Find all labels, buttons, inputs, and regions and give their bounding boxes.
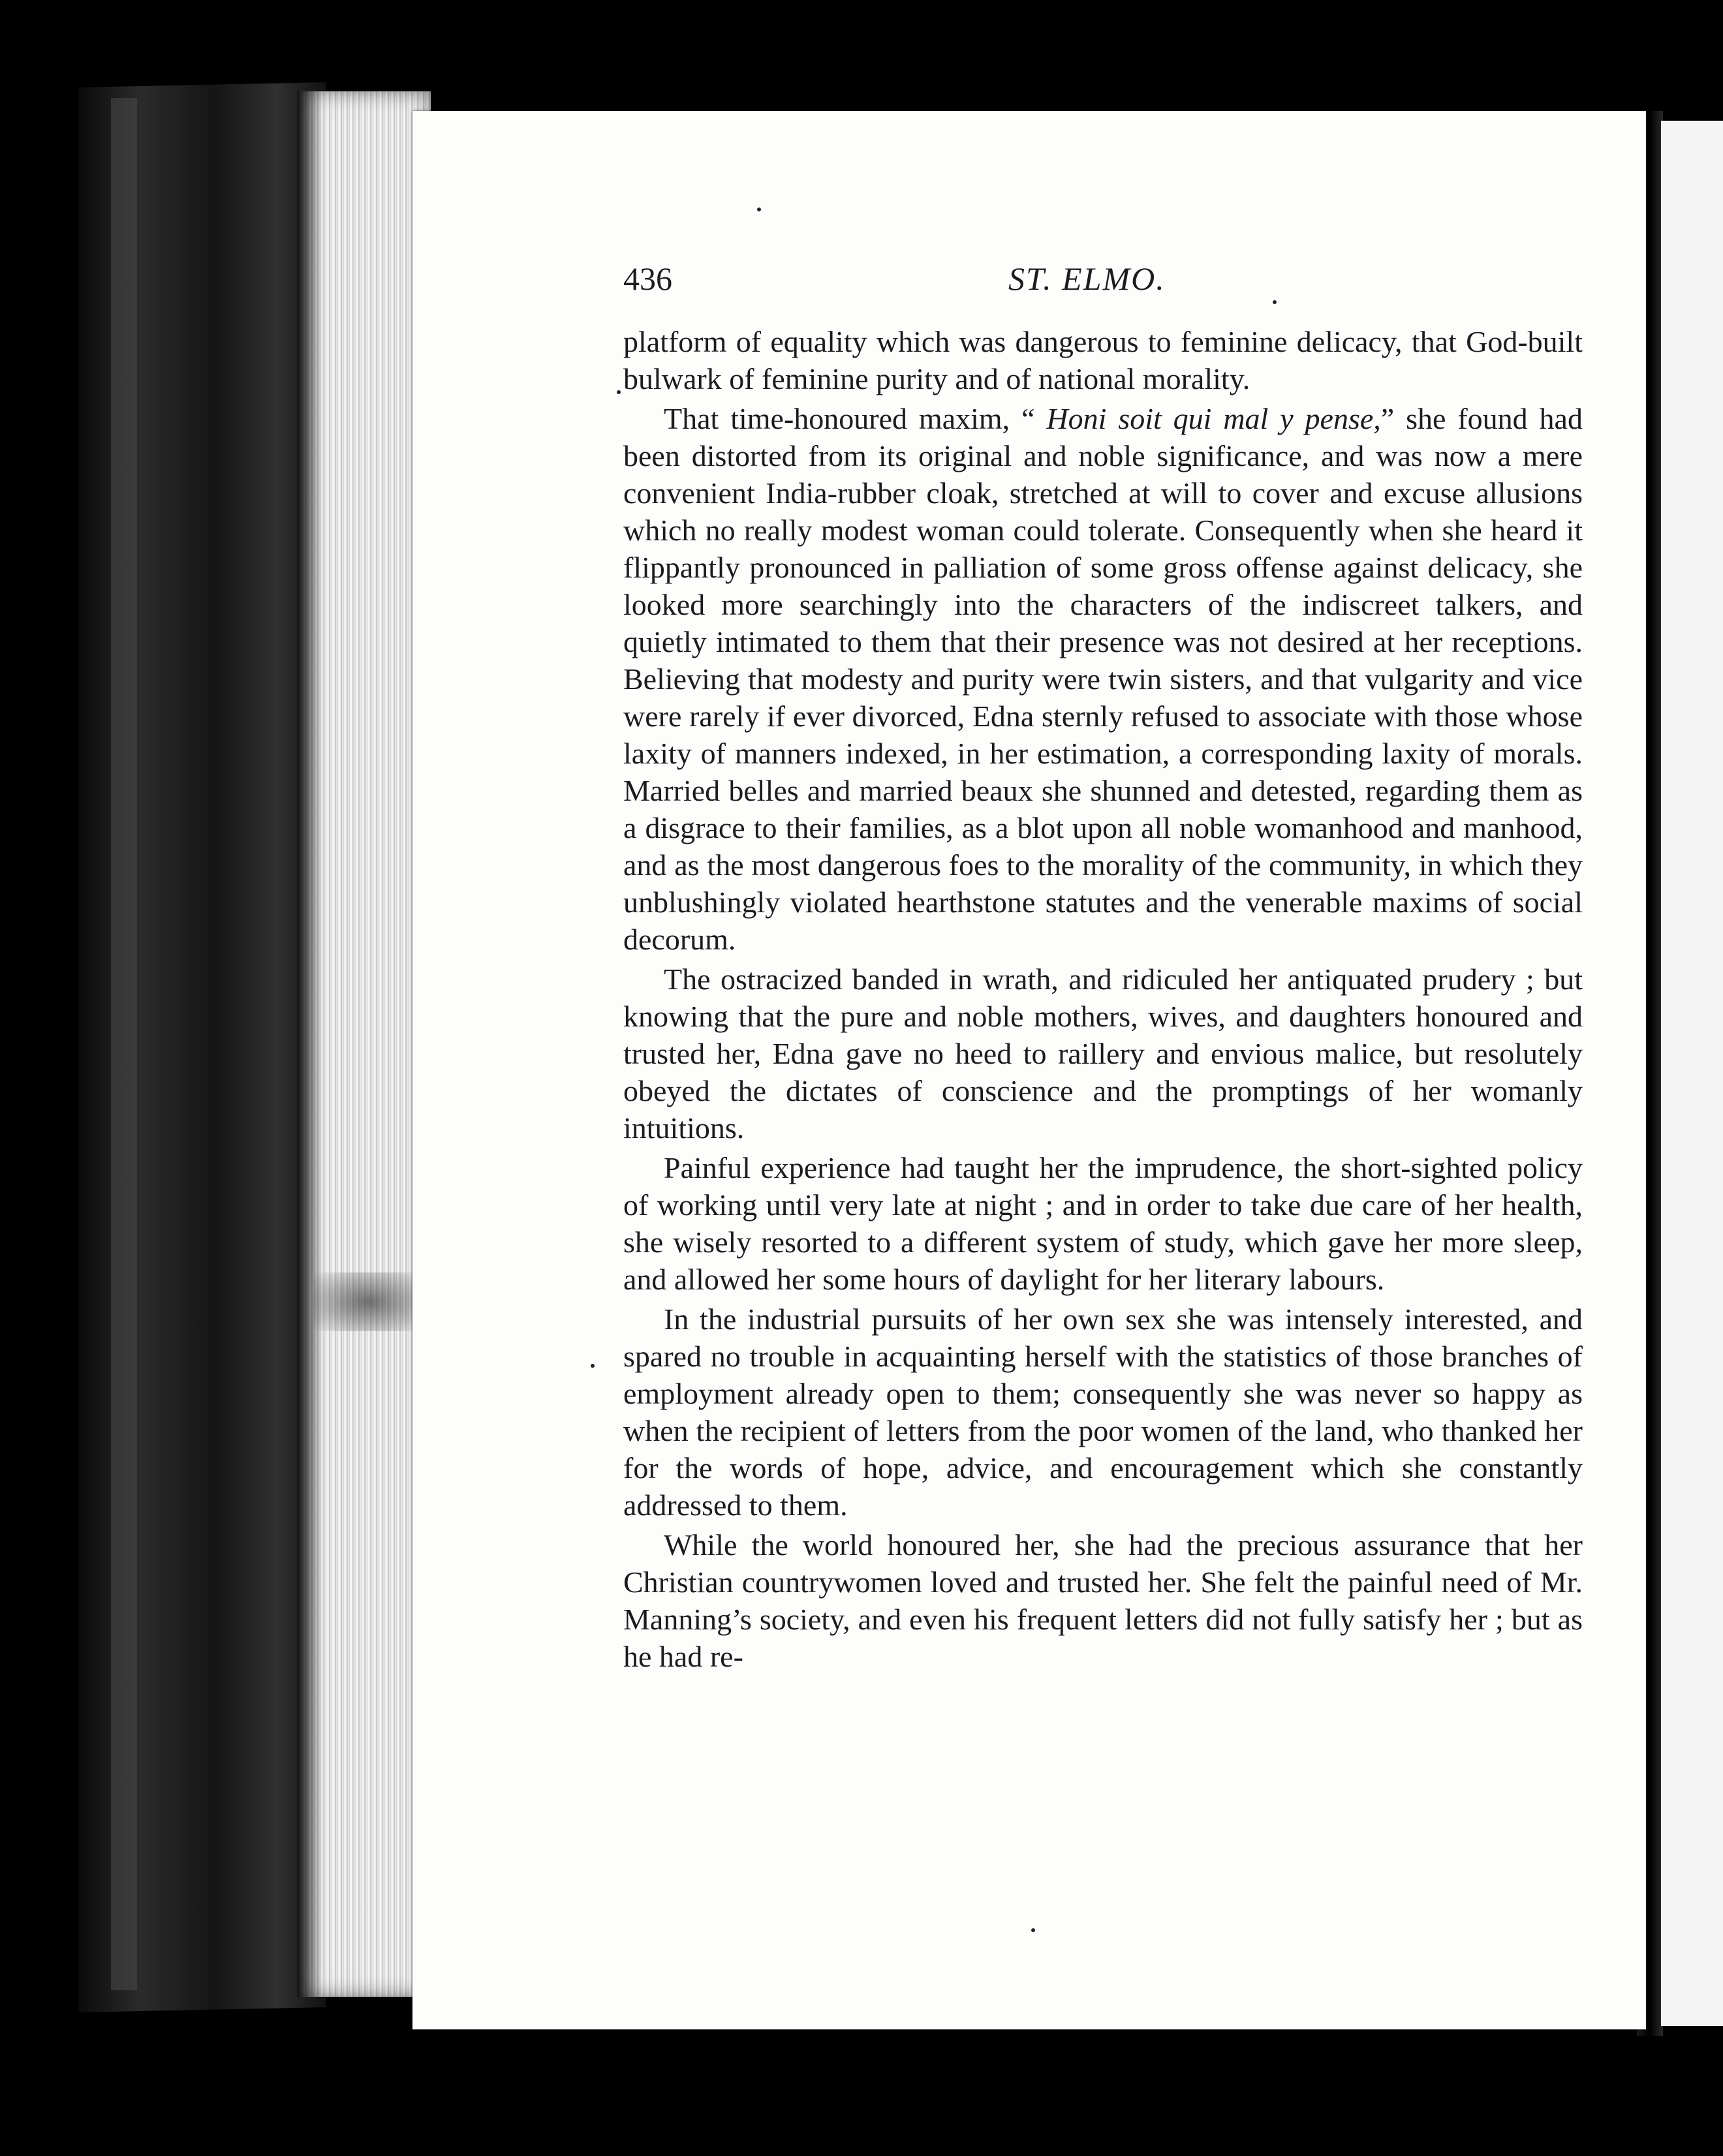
cover-edge: [111, 98, 137, 1990]
paragraph: While the world honoured her, she had the precious assurance that her Christian countrywomen loved and trusted her. She felt the painful need of Mr. Manning’s society, and even his frequent letters did not fully satisfy her ; but as he had re-: [623, 1528, 1583, 1673]
paragraph: In the industrial pursuits of her own sex she was intensely interested, and spared no trouble in acquainting herself with the statistics of those branches of employment already open to them; consequently she was never so happy as when the recipient of letters from the poor women of the land, who thanked her for the words of hope, advice, and encouragement which she constantly addressed to them.: [623, 1302, 1583, 1522]
paragraph: The ostracized banded in wrath, and ridiculed her antiquated prudery ; but knowing that the pure and noble mothers, wives, and daughters honoured and trusted her, Edna gave no heed to raillery and envious malice, but resolutely obeyed the dictates of conscience and the promptings of her womanly intuitions.: [623, 962, 1583, 1145]
edge-smudge: [313, 1272, 424, 1331]
running-title: ST. ELMO.: [1008, 260, 1166, 297]
page-text-area: [623, 254, 1583, 1678]
paragraph: [623, 400, 1583, 958]
page-number: 436: [623, 260, 672, 297]
page-block-shadow: [297, 91, 323, 1997]
paragraph: platform of equality which was dangerous to feminine delicacy, that God-built bulwark of feminine purity and of national morality.: [623, 325, 1583, 395]
italic-quote: Honi soit qui mal y pense,: [1046, 402, 1381, 435]
paragraph-text: That time-honoured maxim, “: [664, 402, 1047, 435]
speck: [757, 208, 761, 211]
speck: [617, 390, 621, 394]
paragraph-text: ” she found had been distorted from its original and noble significance, and was now a mere convenient India-rubber cloak, stretched at will to cover and excuse allusions which no really modest woman could tolerate. Consequently when she heard it flippantly pronounced in palliation of some gross offense against delicacy, she looked more searchingly into the characters of the indiscreet talkers, and quietly intimated to them that their presence was not desired at her receptions. Believing that modesty and purity were twin sisters, and that vulgarity and vice were rarely if ever divorced, Edna sternly refused to associate with those whose laxity of manners indexed, in her estimation, a corresponding laxity of morals. Married belles and married beaux she shunned and detested, regarding them as a disgrace to their families, as a blot upon all noble womanhood and manhood, and as the most dangerous foes to the morality of the community, in which they unblushingly violated hearthstone statutes and the venerable maxims of social decorum.: [623, 402, 1583, 956]
neighbor-page-edge: [1661, 121, 1723, 2026]
speck: [1031, 1928, 1035, 1932]
body-text: [623, 323, 1583, 1675]
speck: [591, 1364, 595, 1368]
page-header: [623, 254, 1583, 320]
paragraph: Painful experience had taught her the imprudence, the short-sighted policy of working until very late at night ; and in order to take due care of her health, she wisely resorted to a different system of study, which gave her more sleep, and allowed her some hours of daylight for her literary labours.: [623, 1151, 1583, 1296]
